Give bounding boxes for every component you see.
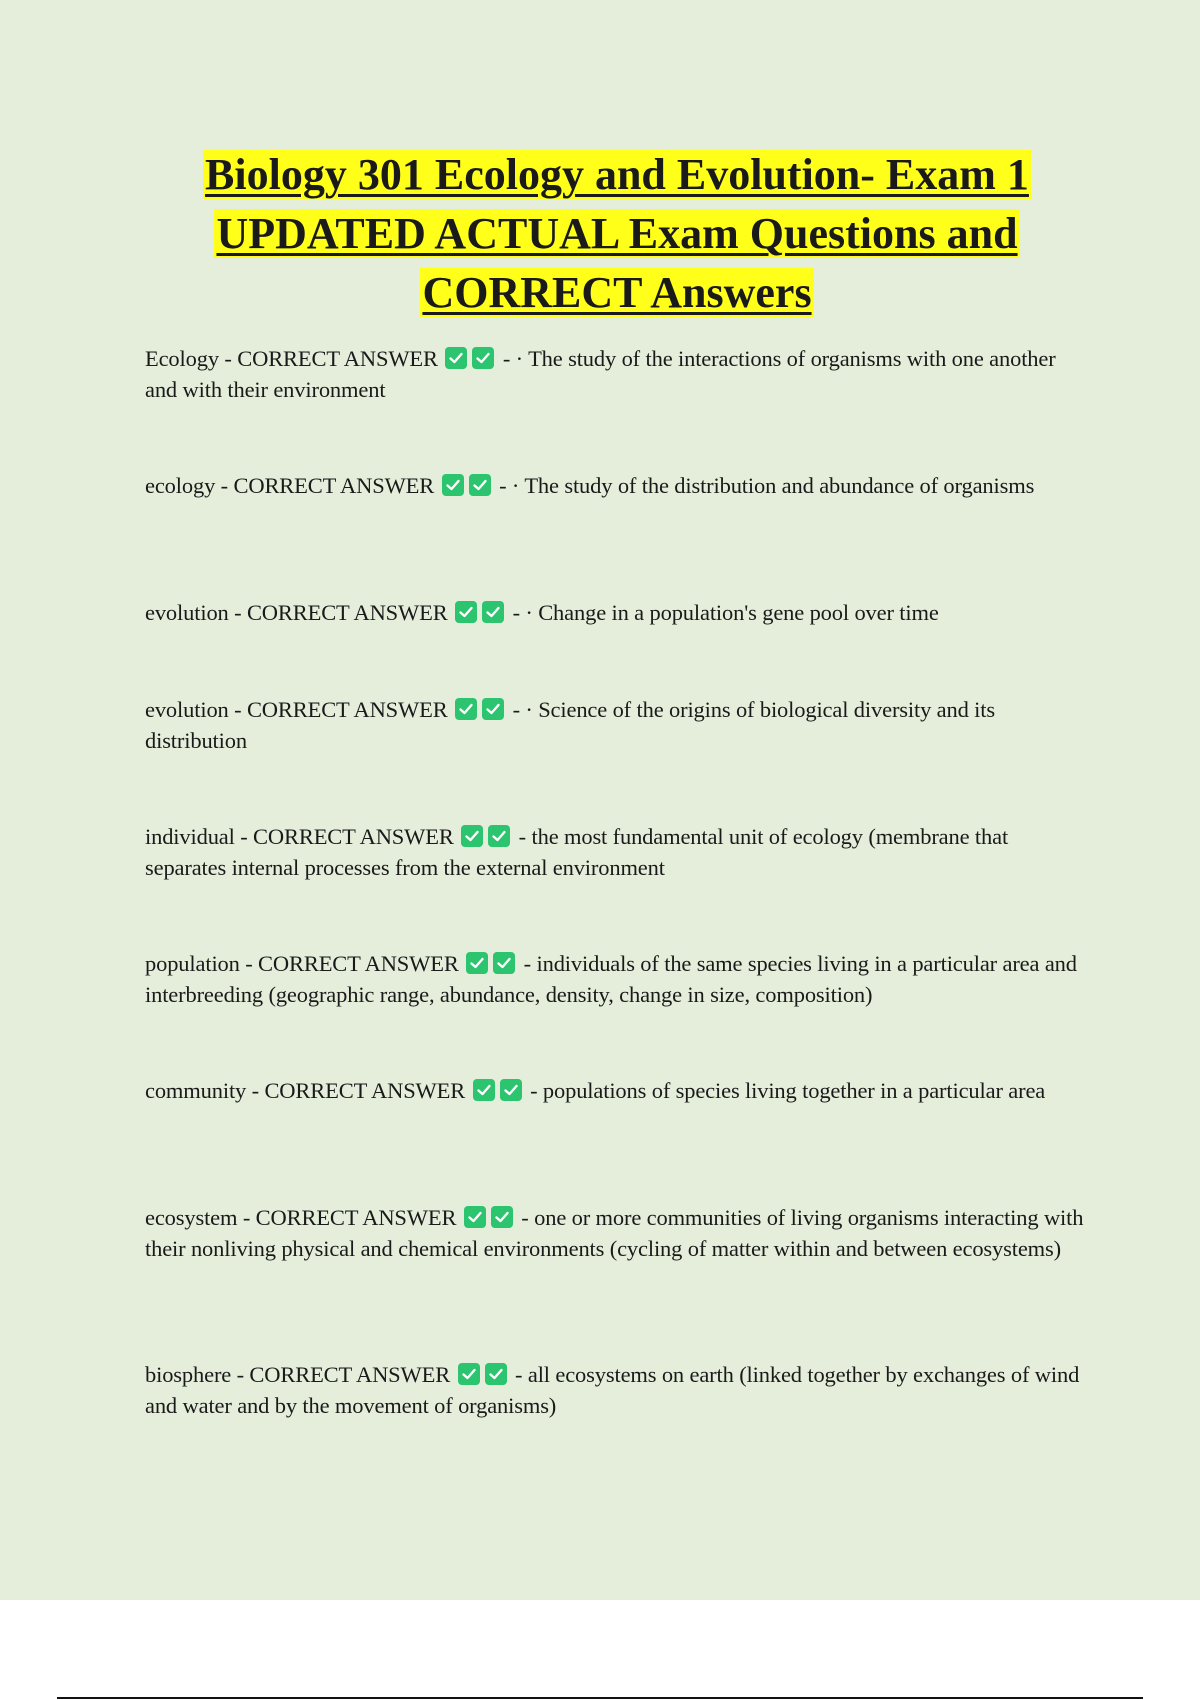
checkbox-check-icon (493, 952, 515, 974)
title-line-text: CORRECT Answers (422, 268, 812, 317)
title-line-text: Biology 301 Ecology and Evolution- Exam 1 (205, 150, 1029, 199)
qa-definition: - all ecosystems on earth (linked together by exchanges of wind and water and by the movement of organisms) (145, 1362, 1080, 1418)
qa-definition: - the most fundamental unit of ecology (membrane that separates internal processes from the external environment (145, 824, 1009, 880)
title-line (60, 263, 1174, 322)
qa-item-community (145, 1075, 1090, 1106)
qa-term: community (145, 1078, 247, 1103)
document-title (60, 145, 1174, 322)
checkbox-check-icon (461, 825, 483, 847)
checkbox-check-icon (473, 1079, 495, 1101)
qa-item-individual (145, 821, 1090, 883)
checkbox-check-icon (482, 601, 504, 623)
checkbox-check-icon (500, 1079, 522, 1101)
qa-separator: - (218, 346, 238, 371)
qa-definition: - · The study of the interactions of organisms with one another and with their environment (145, 346, 1056, 402)
checkbox-check-icon (466, 952, 488, 974)
checkbox-check-icon (455, 601, 477, 623)
answer-marker: CORRECT ANSWER (264, 1078, 466, 1103)
checkbox-check-icon (455, 698, 477, 720)
qa-term: evolution (145, 600, 229, 625)
answer-marker: CORRECT ANSWER (233, 473, 435, 498)
qa-term: biosphere (145, 1362, 232, 1387)
checkbox-check-icon (472, 347, 494, 369)
qa-definition: - · The study of the distribution and abundance of organisms (499, 473, 1035, 498)
answer-marker: CORRECT ANSWER (253, 824, 454, 849)
qa-separator: - (237, 1205, 256, 1230)
checkbox-check-icon (485, 1363, 507, 1385)
qa-term: individual (145, 824, 235, 849)
qa-separator: - (215, 473, 234, 498)
checkbox-check-icon (445, 347, 467, 369)
qa-item-ecology-2 (145, 470, 1090, 501)
qa-item-evolution-2 (145, 694, 1090, 756)
checkbox-check-icon (469, 474, 491, 496)
qa-term: Ecology (145, 346, 219, 371)
answer-marker: CORRECT ANSWER (246, 697, 448, 722)
qa-item-ecosystem (145, 1202, 1090, 1264)
title-line-text: UPDATED ACTUAL Exam Questions and (216, 209, 1018, 258)
title-line (60, 145, 1174, 204)
qa-item-evolution-1 (145, 597, 1090, 628)
qa-definition: - populations of species living together in a particular area (530, 1078, 1046, 1103)
qa-separator: - (228, 600, 247, 625)
page-bottom-rule (57, 1697, 1143, 1699)
qa-separator: - (234, 824, 254, 849)
checkbox-check-icon (442, 474, 464, 496)
checkbox-check-icon (482, 698, 504, 720)
checkbox-check-icon (464, 1206, 486, 1228)
qa-term: population (145, 951, 240, 976)
checkbox-check-icon (491, 1206, 513, 1228)
title-line (60, 204, 1174, 263)
qa-definition: - individuals of the same species living in a particular area and interbreeding (geographic range, abundance, density, change in size, composition) (145, 951, 1077, 1007)
answer-marker: CORRECT ANSWER (258, 951, 459, 976)
qa-item-biosphere (145, 1359, 1090, 1421)
qa-term: evolution (145, 697, 229, 722)
qa-separator: - (246, 1078, 265, 1103)
qa-separator: - (231, 1362, 250, 1387)
answer-marker: CORRECT ANSWER (249, 1362, 451, 1387)
checkbox-check-icon (488, 825, 510, 847)
qa-definition: - · Change in a population's gene pool over time (512, 600, 939, 625)
qa-item-population (145, 948, 1090, 1010)
checkbox-check-icon (458, 1363, 480, 1385)
answer-marker: CORRECT ANSWER (246, 600, 448, 625)
answer-marker: CORRECT ANSWER (237, 346, 438, 371)
answer-marker: CORRECT ANSWER (255, 1205, 457, 1230)
qa-item-ecology-1 (145, 343, 1090, 405)
qa-separator: - (239, 951, 259, 976)
qa-term: ecology (145, 473, 216, 498)
qa-term: ecosystem (145, 1205, 238, 1230)
qa-definition: - one or more communities of living organisms interacting with their nonliving physical and chemical environments (cycling of matter within and between ecosystems) (145, 1205, 1084, 1261)
qa-definition: - · Science of the origins of biological diversity and its distribution (145, 697, 995, 753)
qa-separator: - (228, 697, 247, 722)
